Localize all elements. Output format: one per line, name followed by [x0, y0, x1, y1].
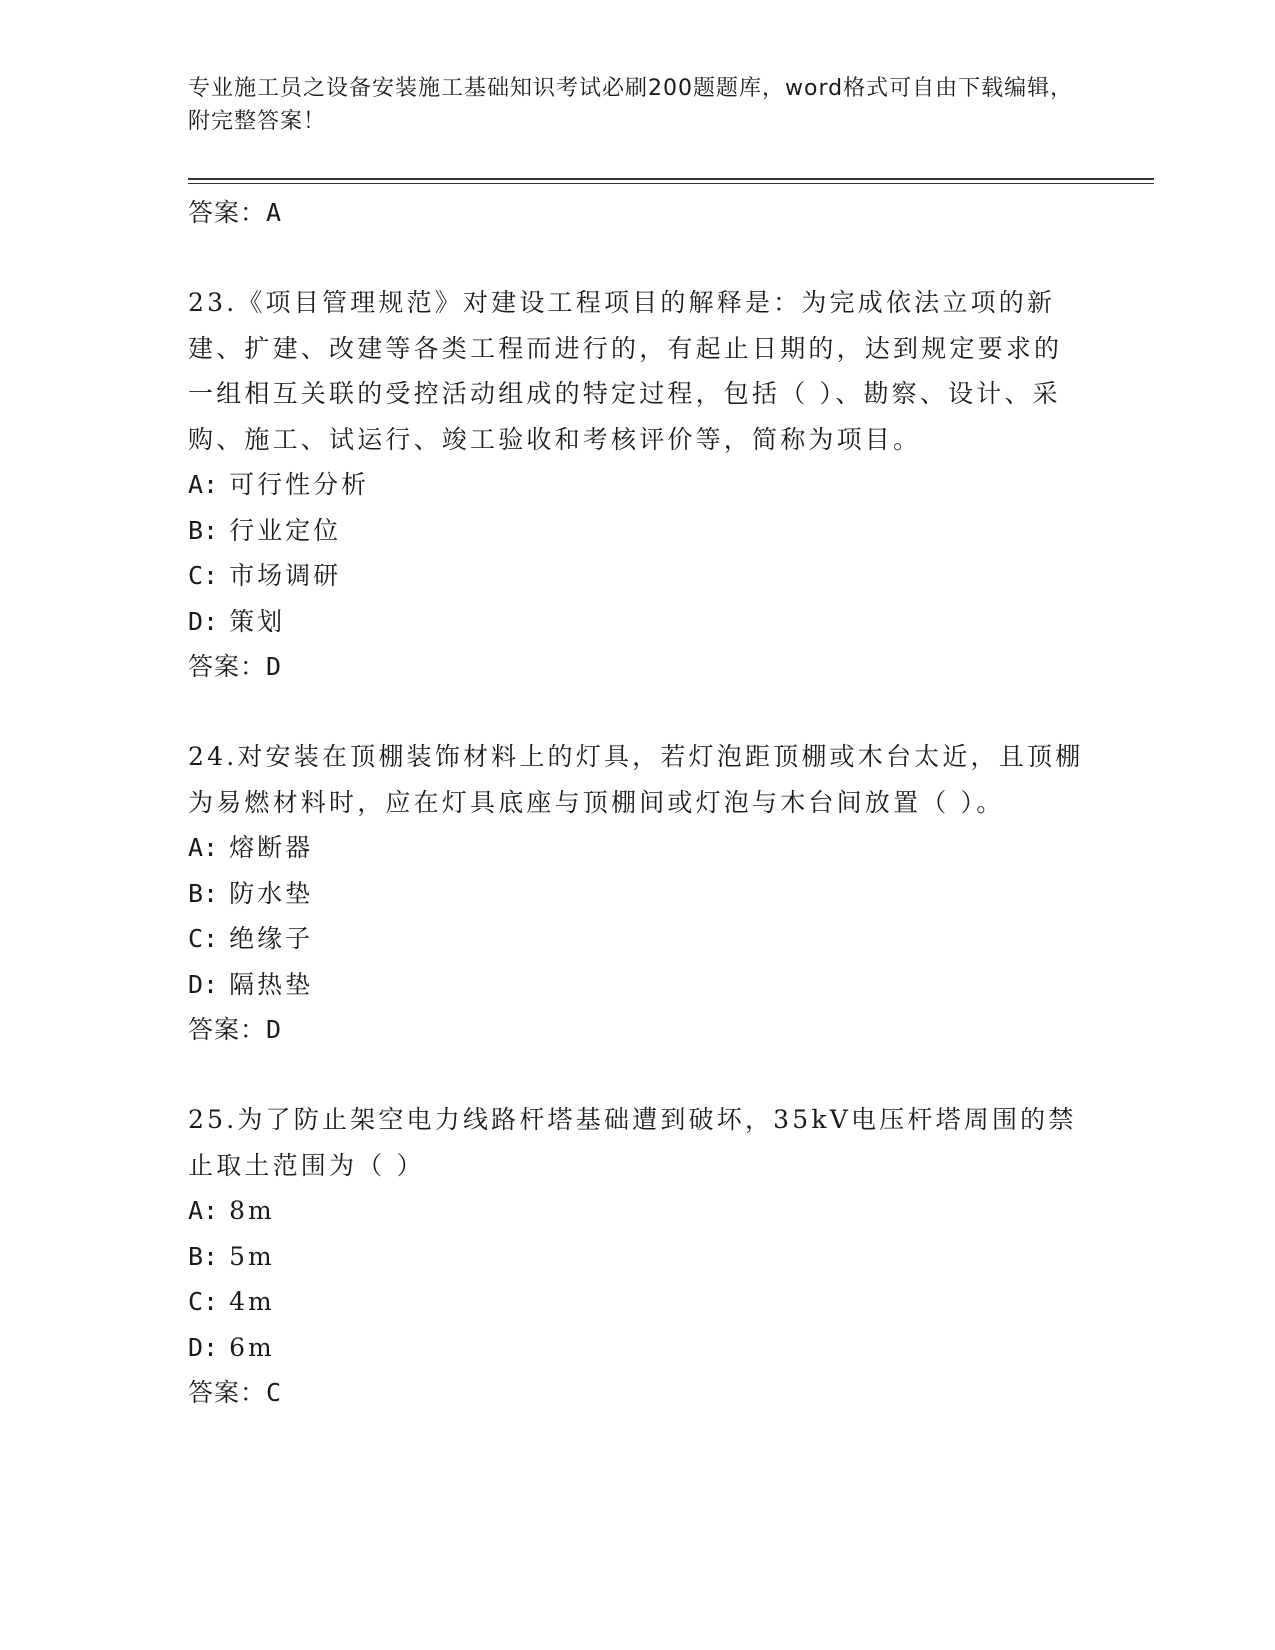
spacer: [188, 1052, 1088, 1097]
header-rule: [188, 178, 1154, 180]
answer-label: 答案：: [188, 198, 267, 227]
option-letter: C:: [188, 1287, 219, 1316]
option-text: 绝缘子: [229, 924, 314, 953]
answer-label: 答案：: [188, 1015, 267, 1044]
answer-value: A: [266, 198, 283, 227]
option-text: 4m: [229, 1287, 275, 1316]
option-b: [188, 1234, 1088, 1280]
option-c: [188, 1279, 1088, 1325]
option-a: [188, 462, 1088, 508]
option-text: 行业定位: [229, 515, 342, 545]
question-23: [188, 280, 1088, 689]
option-text: 可行性分析: [229, 470, 370, 499]
option-c: [188, 916, 1088, 962]
document-header: 专业施工员之设备安装施工基础知识考试必刷200题题库，word格式可自由下载编辑，附完整答案！: [188, 76, 1074, 134]
option-text: 8m: [229, 1196, 275, 1225]
option-letter: C:: [188, 561, 219, 590]
spacer: [188, 235, 1088, 280]
option-letter: A:: [188, 1196, 219, 1225]
option-text: 防水垫: [229, 878, 314, 908]
option-a: [188, 1188, 1088, 1234]
option-a: [188, 825, 1088, 871]
option-text: 策划: [229, 606, 286, 636]
option-text: 5m: [229, 1241, 275, 1271]
option-text: 市场调研: [229, 561, 342, 590]
answer-label: 答案：: [188, 652, 267, 681]
option-c: [188, 553, 1088, 599]
option-letter: B:: [188, 515, 219, 545]
answer-line: [188, 1007, 1088, 1052]
answer-value: D: [266, 1015, 283, 1044]
header-rule-thin: [188, 183, 1154, 184]
option-letter: D:: [188, 969, 219, 999]
question-stem: 25.为了防止架空电力线路杆塔基础遭到破坏，35kV电压杆塔周围的禁止取土范围为（ ）: [188, 1105, 1077, 1180]
option-d: [188, 599, 1088, 645]
option-letter: D:: [188, 1332, 219, 1362]
document-body: [188, 190, 1088, 1415]
answer-label: 答案：: [188, 1378, 267, 1407]
answer-value: D: [266, 652, 283, 681]
answer-line: [188, 190, 1088, 235]
spacer: [188, 689, 1088, 734]
answer-line: [188, 644, 1088, 689]
question-25: [188, 1097, 1088, 1415]
option-text: 隔热垫: [229, 969, 314, 999]
option-text: 6m: [229, 1332, 275, 1362]
option-letter: A:: [188, 833, 219, 862]
option-letter: B:: [188, 1241, 219, 1271]
answer-line: [188, 1370, 1088, 1415]
question-stem: 24.对安装在顶棚装饰材料上的灯具，若灯泡距顶棚或木台太近，且顶棚为易燃材料时，应在灯具底座与顶棚间或灯泡与木台间放置（ ）。: [188, 742, 1084, 817]
option-letter: B:: [188, 878, 219, 908]
option-b: [188, 871, 1088, 917]
option-d: [188, 962, 1088, 1008]
option-d: [188, 1325, 1088, 1371]
option-b: [188, 508, 1088, 554]
question-stem: 23.《项目管理规范》对建设工程项目的解释是：为完成依法立项的新建、扩建、改建等各类工程而进行的，有起止日期的，达到规定要求的一组相互关联的受控活动组成的特定过程，包括（ ）、勘察、设计、采购、施工、试运行、竣工验收和考核评价等，简称为项目。: [188, 288, 1063, 454]
option-letter: A:: [188, 470, 219, 499]
option-text: 熔断器: [229, 833, 314, 862]
question-24: [188, 734, 1088, 1052]
answer-value: C: [266, 1378, 283, 1407]
option-letter: C:: [188, 924, 219, 953]
option-letter: D:: [188, 606, 219, 636]
